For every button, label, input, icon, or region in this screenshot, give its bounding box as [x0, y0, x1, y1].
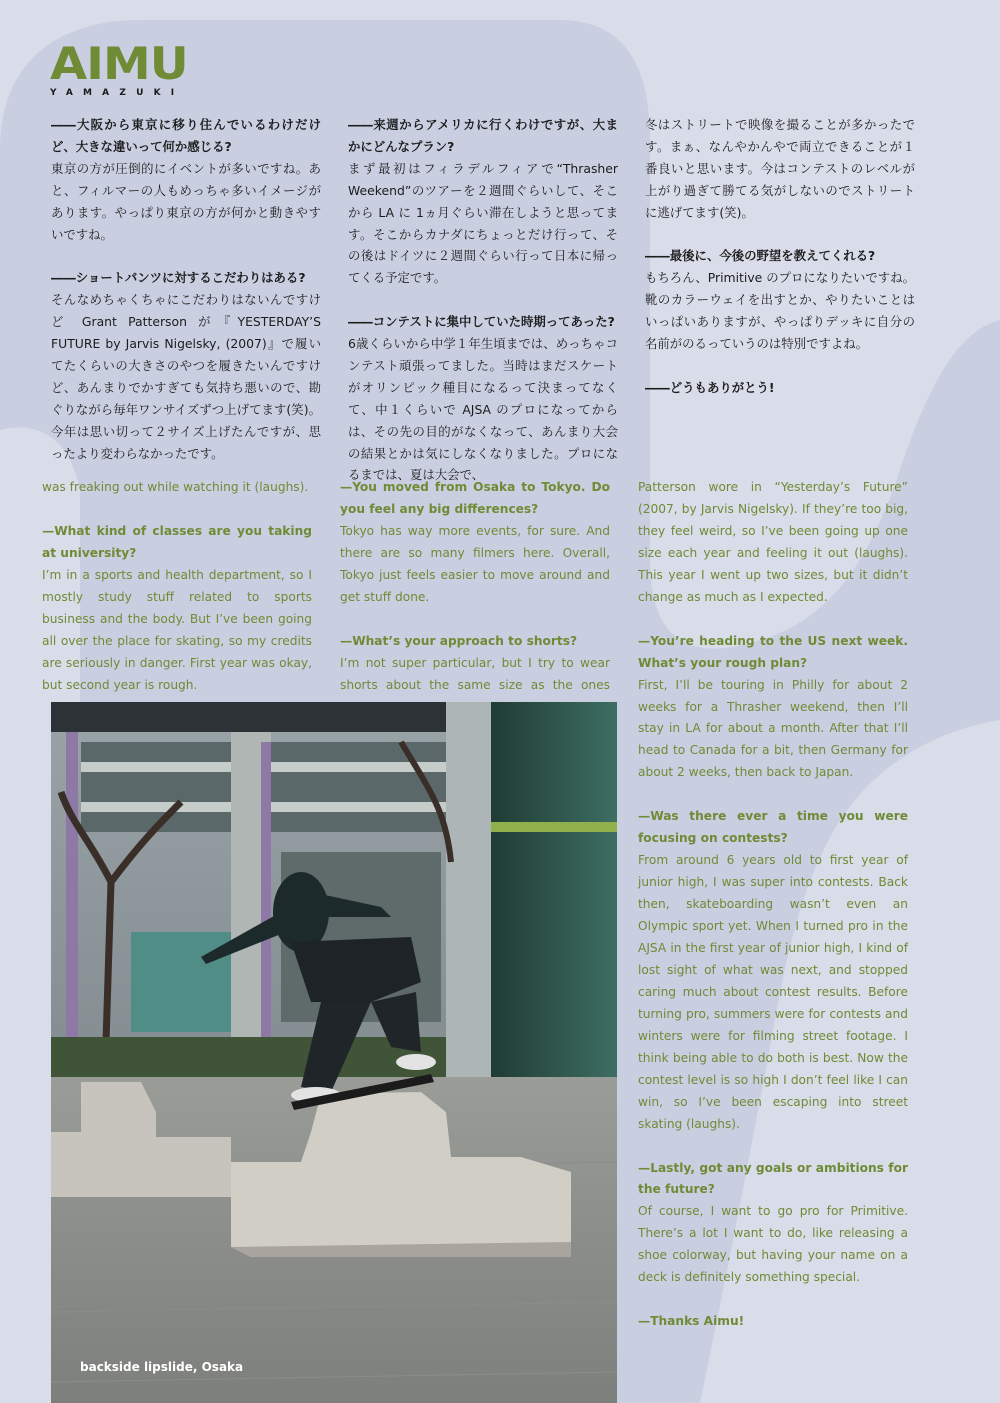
photo-caption: backside lipslide, Osaka	[80, 1360, 244, 1374]
jp-question: ――どうもありがとう!	[645, 379, 775, 395]
jp-question: ――大阪から東京に移り住んでいるわけだけど、大きな違いって何か感じる?	[51, 117, 321, 154]
jp-answer: 6歳くらいから中学１年生頃までは、めっちゃコンテスト頑張ってました。当時はまだスケートがオリンピック種目になるって決まってなくて、中１くらいで AJSA のプロになってからは、その先の目的がなくなって、あんまり大会の結果とかは気にしなくなりました。プロになるまでは、夏は大会で、	[348, 336, 618, 483]
en-answer: was freaking out while watching it (laughs).	[42, 480, 309, 494]
jp-column-1	[51, 114, 321, 486]
jp-answer: 東京の方が圧倒的にイベントが多いですね。あと、フィルマーの人もめっちゃ多いイメージがあります。やっぱり東京の方が何かと動きやすいですね。	[51, 160, 321, 242]
en-answer: I’m not super particular, but I try to wear shorts about the same size as the ones	[340, 655, 610, 692]
jp-answer: まず最初はフィラデルフィアで“Thrasher Weekend”のツアーを２週間ぐらいして、そこから LA に 1ヵ月ぐらい滞在しようと思ってます。そこからカナダにちょっとだけ行って、その後はドイツに２週間ぐらい行って日本に帰ってくる予定です。	[348, 160, 618, 286]
en-column-2	[340, 477, 610, 740]
en-answer: Tokyo has way more events, for sure. And there are so many filmers here. Overall, Tokyo just feels easier to move around and get stuff done.	[340, 523, 610, 604]
en-question: —What’s your approach to shorts?	[340, 633, 578, 648]
en-answer: Patterson wore in “Yesterday’s Future” (2007, by Jarvis Nigelsky). If they’re too big, they feel weird, so I’ve been going up one size each year and feeling it out (laughs). This year I went up two sizes, but it didn’t change as much as I expected.	[638, 480, 908, 604]
en-question: —Was there ever a time you were focusing on contests?	[638, 809, 908, 846]
en-answer: I’m in a sports and health department, so I mostly study stuff related to sports business and the body. But I’ve been going all over the place for skating, so my credits are seriously in danger. First year was okay, but second year is rough.	[42, 567, 312, 692]
jp-column-3	[645, 114, 915, 421]
en-answer: Of course, I want to go pro for Primitive. There’s a lot I want to do, like releasing a shoe colorway, but having your name on a deck is definitely something special.	[638, 1204, 908, 1285]
jp-answer: もちろん、Primitive のプロになりたいですね。靴のカラーウェイを出すとか、やりたいことはいっぱいありますが、やっぱりデッキに自分の名前がのるっていうのは特別ですよね。	[645, 270, 915, 352]
jp-answer: 冬はストリートで映像を撮ることが多かったです。まぁ、なんやかんやで両立できることが１番良いと思います。今はコンテストのレベルが上がり過ぎて勝てる気がしないのでストリートに逃げてます(笑)。	[645, 117, 915, 220]
en-column-1	[42, 477, 312, 718]
jp-question: ――コンテストに集中していた時期ってあった?	[348, 314, 615, 330]
brand-logo	[50, 38, 210, 98]
brand-title: AIMU	[50, 38, 188, 90]
en-answer: First, I’ll be touring in Philly for about 2 weeks for a Thrasher weekend, then I’ll stay in LA for about a month. After that I’ll head to Canada for a bit, then Germany for about 2 weeks, then back to Japan.	[638, 677, 908, 780]
en-question: —You moved from Osaka to Tokyo. Do you feel any big differences?	[340, 480, 610, 516]
en-question: —You’re heading to the US next week. What’s your rough plan?	[638, 633, 908, 670]
en-question: —Lastly, got any goals or ambitions for the future?	[638, 1160, 908, 1197]
en-question: —Thanks Aimu!	[638, 1314, 745, 1329]
jp-answer: そんなめちゃくちゃにこだわりはないんですけど Grant Patterson が『YESTERDAY’S FUTURE by Jarvis Nigelsky, (2007)』で履いてたくらいの大きさのやつを履きたいんですけど、あんまりでかすぎても気持ち悪いので、勘ぐりながら毎年ワンサイズずつ上げてます(笑)。今年は思い切って２サイズ上げたんですが、思ったより変わらなかったです。	[51, 292, 321, 461]
en-answer: From around 6 years old to first year of junior high, I was super into contests. Back then, skateboarding wasn’t even an Olympic sport yet. When I turned pro in the AJSA in the first year of junior high, I kind of lost sight of what was next, and stopped caring much about contest results. Before turning pro, summers were for contests and winters were for filming street footage. I think being able to do both is best. Now the contest level is so high I don’t feel like I can win, so I’ve been escaping into street skating (laughs).	[638, 853, 908, 1131]
en-question: —What kind of classes are you taking at university?	[42, 523, 312, 560]
skate-photo	[51, 702, 617, 1403]
jp-question: ――来週からアメリカに行くわけですが、大まかにどんなプラン?	[348, 117, 618, 154]
en-column-3	[638, 477, 908, 1355]
jp-question: ――最後に、今後の野望を教えてくれる?	[645, 248, 876, 264]
brand-subtitle: YAMAZUKI	[50, 88, 185, 98]
jp-question: ――ショートパンツに対するこだわりはある?	[51, 270, 306, 286]
jp-column-2	[348, 114, 618, 508]
